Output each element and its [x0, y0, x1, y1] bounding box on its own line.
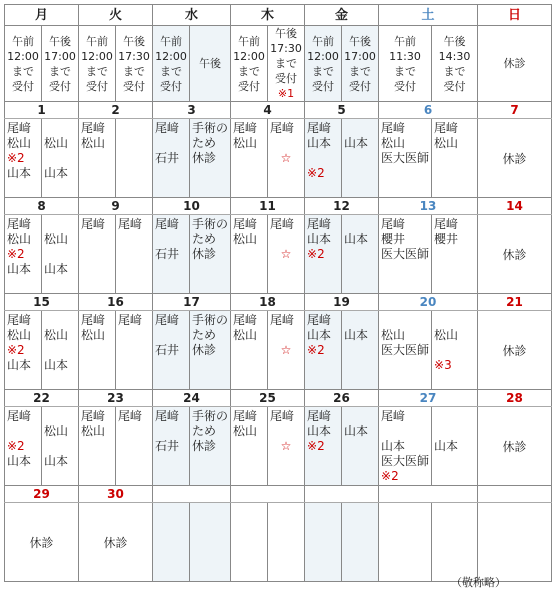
cell-line: 尾﨑	[434, 121, 459, 135]
cell-line: 17:00	[344, 49, 376, 63]
cell-line	[7, 424, 39, 439]
slot-thu-pm	[268, 311, 305, 390]
cell-line: 午後	[443, 34, 466, 48]
cell-line	[381, 424, 429, 439]
date-cell: 6	[379, 102, 478, 119]
cell-line: 尾﨑	[233, 313, 258, 327]
slot-mon-am	[5, 407, 42, 486]
cell-line: 医大医師	[381, 247, 430, 261]
cell-line: 尾﨑	[7, 121, 32, 135]
weekday-saturday: 土	[379, 5, 478, 26]
hours-wed-pm: 午後	[190, 26, 231, 102]
cell-line: まで	[12, 64, 34, 78]
cell-line: 受付	[275, 72, 298, 85]
slot-tue-pm	[116, 407, 153, 486]
cell-line: 松山	[44, 328, 69, 342]
cell-line: ※2	[307, 166, 325, 180]
slot-fri-am	[305, 215, 342, 294]
cell-line: ※2	[7, 343, 25, 357]
cell-line: 12:00	[307, 49, 339, 63]
slot-empty	[305, 503, 342, 582]
slot-mon-pm	[42, 311, 79, 390]
date-cell: 10	[153, 198, 231, 215]
date-cell: 7	[478, 102, 552, 119]
cell-line: ため	[192, 232, 217, 246]
hours-sat-am	[379, 26, 432, 102]
cell-line: 午後	[49, 34, 71, 48]
cell-line: ※2	[307, 439, 325, 453]
slot-sat-am	[379, 119, 432, 198]
slot-sun: 休診	[478, 119, 552, 198]
cell-line	[434, 343, 475, 358]
cell-line: 尾﨑	[434, 217, 459, 231]
cell-line: 12:00	[81, 49, 113, 63]
cell-line: まで	[123, 64, 145, 78]
cell-line: ☆	[280, 247, 292, 261]
weekday-thursday: 木	[231, 5, 305, 26]
cell-line: 受付	[123, 79, 145, 93]
cell-line: まで	[443, 64, 466, 78]
cell-line: まで	[394, 64, 417, 78]
date-cell: 2	[79, 102, 153, 119]
slot-thu-am	[231, 119, 268, 198]
cell-line	[270, 328, 302, 343]
slot-empty	[153, 503, 190, 582]
cell-line: 医大医師	[381, 343, 430, 357]
cell-line: 手術の	[192, 313, 229, 327]
cell-line: 山本	[307, 232, 332, 246]
slot-tue-pm	[116, 119, 153, 198]
cell-line: 11:30	[389, 49, 421, 63]
cell-line: 17:30	[118, 49, 150, 63]
slot-empty	[432, 503, 478, 582]
cell-line: 石井	[155, 343, 180, 357]
hours-thu-pm	[268, 26, 305, 102]
cell-line	[44, 409, 76, 424]
cell-line: 松山	[81, 424, 106, 438]
slot-thu-pm	[268, 407, 305, 486]
slot-fri-am	[305, 311, 342, 390]
slot-fri-pm	[342, 215, 379, 294]
slot-mon-am	[5, 215, 42, 294]
slot-sat-am	[379, 215, 432, 294]
cell-line: 松山	[381, 136, 406, 150]
date-cell: 15	[5, 294, 79, 311]
hours-mon-pm	[42, 26, 79, 102]
cell-line: 尾﨑	[381, 217, 406, 231]
cell-line: ※2	[307, 247, 325, 261]
hours-sun: 休診	[478, 26, 552, 102]
cell-line: ため	[192, 136, 217, 150]
cell-line: 松山	[81, 328, 106, 342]
hours-mon-am	[5, 26, 42, 102]
slot-sat-am	[379, 407, 432, 486]
cell-line: 櫻井	[434, 232, 459, 246]
date-cell: 19	[305, 294, 379, 311]
cell-line: 医大医師	[381, 454, 430, 468]
cell-line: 山本	[7, 454, 32, 468]
cell-line: 手術の	[192, 409, 229, 423]
slot-empty	[342, 503, 379, 582]
cell-line	[344, 121, 376, 136]
weekday-friday: 金	[305, 5, 379, 26]
cell-line: 尾﨑	[307, 409, 332, 423]
slot-sun: 休診	[478, 215, 552, 294]
cell-line: 尾﨑	[307, 121, 332, 135]
slot-wed-am	[153, 311, 190, 390]
cell-line	[44, 121, 76, 136]
cell-line: 尾﨑	[118, 217, 143, 231]
cell-line: 尾﨑	[118, 409, 143, 423]
cell-line: 尾﨑	[270, 121, 295, 135]
slot-wed-pm	[190, 311, 231, 390]
slot-thu-pm	[268, 215, 305, 294]
cell-line: 尾﨑	[7, 217, 32, 231]
cell-line: まで	[349, 64, 372, 78]
cell-line: 松山	[381, 328, 406, 342]
cell-line	[44, 217, 76, 232]
cell-line: 受付	[12, 79, 34, 93]
date-cell-empty	[305, 486, 379, 503]
cell-line: 尾﨑	[81, 313, 106, 327]
cell-line	[270, 136, 302, 151]
cell-line: ※2	[307, 343, 325, 357]
hours-tue-pm	[116, 26, 153, 102]
cell-line: 14:30	[438, 49, 471, 63]
cell-line: まで	[49, 64, 71, 78]
cell-line	[270, 424, 302, 439]
cell-line: 松山	[7, 232, 32, 246]
cell-line	[344, 313, 376, 328]
cell-line: 松山	[233, 136, 258, 150]
cell-line: 受付	[349, 79, 372, 93]
cell-line: 休診	[192, 343, 217, 357]
cell-line: 松山	[233, 232, 258, 246]
cell-line: 手術の	[192, 121, 229, 135]
cell-line: 松山	[81, 136, 106, 150]
slot-wed-pm	[190, 407, 231, 486]
slot-tue-30: 休診	[79, 503, 153, 582]
slot-wed-pm	[190, 215, 231, 294]
slot-sat-am	[379, 311, 432, 390]
cell-line: 午後	[349, 34, 372, 48]
cell-line: 尾﨑	[233, 409, 258, 423]
weekday-tuesday: 火	[79, 5, 153, 26]
footnote-honorific: （敬称略）	[451, 576, 506, 589]
slot-tue-am	[79, 407, 116, 486]
slot-empty	[379, 503, 432, 582]
date-cell: 23	[79, 390, 153, 407]
date-cell: 8	[5, 198, 79, 215]
cell-line	[307, 151, 339, 166]
cell-line: 山本	[7, 262, 32, 276]
cell-line: 休診	[192, 247, 217, 261]
date-cell-empty	[478, 486, 552, 503]
cell-line: ☆	[280, 151, 292, 165]
cell-line: ※3	[434, 358, 452, 372]
cell-line: ☆	[280, 343, 292, 357]
slot-tue-am	[79, 215, 116, 294]
cell-line	[155, 136, 187, 151]
cell-line	[434, 409, 475, 424]
cell-line: 尾﨑	[155, 313, 180, 327]
cell-line: 午後	[275, 27, 298, 40]
slot-sun: 休診	[478, 311, 552, 390]
cell-line: 櫻井	[381, 232, 406, 246]
slot-thu-am	[231, 215, 268, 294]
hours-sat-pm	[432, 26, 478, 102]
cell-line	[44, 151, 76, 166]
cell-line	[344, 217, 376, 232]
cell-line	[381, 313, 429, 328]
slot-wed-am	[153, 215, 190, 294]
cell-line: 休診	[192, 439, 217, 453]
date-cell-empty	[153, 486, 231, 503]
cell-line: 松山	[7, 136, 32, 150]
cell-line: ※2	[7, 151, 25, 165]
cell-line: 山本	[7, 166, 32, 180]
cell-line	[270, 232, 302, 247]
date-cell: 24	[153, 390, 231, 407]
slot-fri-am	[305, 119, 342, 198]
cell-line: 松山	[44, 424, 69, 438]
slot-sat-pm	[432, 407, 478, 486]
date-cell: 9	[79, 198, 153, 215]
slot-sat-pm	[432, 311, 478, 390]
slot-mon-29: 休診	[5, 503, 79, 582]
slot-empty	[268, 503, 305, 582]
cell-line: 受付	[312, 79, 335, 93]
cell-line: 尾﨑	[155, 217, 180, 231]
weekday-wednesday: 水	[153, 5, 231, 26]
date-cell: 4	[231, 102, 305, 119]
cell-line: 山本	[434, 439, 459, 453]
date-cell: 28	[478, 390, 552, 407]
date-cell: 20	[379, 294, 478, 311]
date-cell: 17	[153, 294, 231, 311]
date-cell-empty	[379, 486, 478, 503]
cell-line: まで	[238, 64, 261, 78]
cell-line: ため	[192, 328, 217, 342]
cell-line	[155, 328, 187, 343]
cell-line: ※2	[381, 469, 399, 483]
cell-line: 12:00	[155, 49, 187, 63]
cell-line: 尾﨑	[81, 217, 106, 231]
cell-line: 受付	[160, 79, 182, 93]
weekday-monday: 月	[5, 5, 79, 26]
cell-line: 尾﨑	[233, 121, 258, 135]
cell-line: まで	[312, 64, 335, 78]
cell-line: 尾﨑	[155, 409, 180, 423]
cell-line: 石井	[155, 247, 180, 261]
cell-line: 午前	[394, 34, 417, 48]
hours-wed-am	[153, 26, 190, 102]
slot-fri-am	[305, 407, 342, 486]
cell-line: ☆	[280, 439, 292, 453]
cell-line: 石井	[155, 439, 180, 453]
cell-line	[344, 409, 376, 424]
cell-line: 山本	[381, 439, 406, 453]
slot-mon-pm	[42, 215, 79, 294]
hours-fri-pm	[342, 26, 379, 102]
cell-line: まで	[160, 64, 182, 78]
slot-empty	[478, 503, 552, 582]
cell-line	[434, 313, 475, 328]
slot-mon-am	[5, 311, 42, 390]
cell-line: 石井	[155, 151, 180, 165]
cell-line: ※1	[277, 87, 295, 100]
cell-line: 尾﨑	[270, 409, 295, 423]
cell-line: 手術の	[192, 217, 229, 231]
cell-line: まで	[275, 57, 298, 70]
hours-tue-am	[79, 26, 116, 102]
cell-line: 尾﨑	[118, 313, 143, 327]
slot-thu-pm	[268, 119, 305, 198]
slot-sat-pm	[432, 215, 478, 294]
slot-mon-pm	[42, 119, 79, 198]
date-cell-empty	[231, 486, 305, 503]
cell-line: 尾﨑	[233, 217, 258, 231]
cell-line: 尾﨑	[155, 121, 180, 135]
date-cell: 30	[79, 486, 153, 503]
cell-line: 山本	[307, 136, 332, 150]
slot-empty	[231, 503, 268, 582]
cell-line: 午前	[160, 34, 182, 48]
cell-line: 山本	[44, 262, 69, 276]
slot-fri-pm	[342, 311, 379, 390]
cell-line	[44, 313, 76, 328]
weekday-sunday: 日	[478, 5, 552, 26]
slot-sun: 休診	[478, 407, 552, 486]
cell-line: 午前	[12, 34, 34, 48]
date-cell: 13	[379, 198, 478, 215]
slot-thu-am	[231, 407, 268, 486]
cell-line: 午後	[123, 34, 145, 48]
slot-fri-pm	[342, 407, 379, 486]
cell-line: 松山	[434, 136, 459, 150]
cell-line: ため	[192, 424, 217, 438]
cell-line: 尾﨑	[270, 313, 295, 327]
cell-line: 山本	[7, 358, 32, 372]
slot-mon-pm	[42, 407, 79, 486]
cell-line: 山本	[344, 232, 369, 246]
cell-line: 尾﨑	[81, 409, 106, 423]
cell-line: 松山	[44, 232, 69, 246]
date-cell: 21	[478, 294, 552, 311]
date-cell: 14	[478, 198, 552, 215]
cell-line: 午前	[86, 34, 108, 48]
date-cell: 5	[305, 102, 379, 119]
cell-line: 尾﨑	[381, 121, 406, 135]
cell-line: ※2	[7, 247, 25, 261]
cell-line: 受付	[238, 79, 261, 93]
slot-tue-am	[79, 311, 116, 390]
cell-line: 尾﨑	[7, 313, 32, 327]
cell-line: 12:00	[233, 49, 265, 63]
cell-line: 尾﨑	[7, 409, 32, 423]
cell-line	[155, 424, 187, 439]
slot-mon-am	[5, 119, 42, 198]
slot-wed-am	[153, 119, 190, 198]
cell-line: 山本	[44, 166, 69, 180]
cell-line: 尾﨑	[307, 313, 332, 327]
cell-line: 山本	[307, 328, 332, 342]
cell-line: 17:00	[44, 49, 76, 63]
date-cell: 11	[231, 198, 305, 215]
hours-fri-am	[305, 26, 342, 102]
cell-line	[44, 343, 76, 358]
cell-line	[155, 232, 187, 247]
cell-line: 尾﨑	[381, 409, 406, 423]
cell-line: 受付	[394, 79, 417, 93]
date-cell: 22	[5, 390, 79, 407]
cell-line: 午前	[238, 34, 261, 48]
cell-line: 松山	[44, 136, 69, 150]
cell-line: 山本	[44, 454, 69, 468]
cell-line: 松山	[233, 424, 258, 438]
slot-tue-pm	[116, 215, 153, 294]
cell-line: まで	[86, 64, 108, 78]
cell-line: 山本	[44, 358, 69, 372]
cell-line: 尾﨑	[270, 217, 295, 231]
slot-wed-am	[153, 407, 190, 486]
slot-sat-pm	[432, 119, 478, 198]
cell-line: 受付	[49, 79, 71, 93]
slot-empty	[190, 503, 231, 582]
cell-line: 医大医師	[381, 151, 430, 165]
hours-thu-am	[231, 26, 268, 102]
cell-line	[44, 247, 76, 262]
date-cell: 3	[153, 102, 231, 119]
cell-line: 17:30	[270, 42, 302, 55]
cell-line: 松山	[434, 328, 459, 342]
cell-line	[434, 424, 475, 439]
date-cell: 1	[5, 102, 79, 119]
slot-tue-pm	[116, 311, 153, 390]
date-cell: 12	[305, 198, 379, 215]
cell-line: 山本	[344, 424, 369, 438]
cell-line: 12:00	[7, 49, 39, 63]
cell-line: 午前	[312, 34, 335, 48]
date-cell: 16	[79, 294, 153, 311]
slot-wed-pm	[190, 119, 231, 198]
date-cell: 29	[5, 486, 79, 503]
slot-tue-am	[79, 119, 116, 198]
date-cell: 25	[231, 390, 305, 407]
cell-line	[44, 439, 76, 454]
cell-line: 山本	[344, 136, 369, 150]
cell-line: 尾﨑	[81, 121, 106, 135]
cell-line: 受付	[86, 79, 108, 93]
date-cell: 27	[379, 390, 478, 407]
cell-line: 松山	[7, 328, 32, 342]
date-cell: 26	[305, 390, 379, 407]
schedule-table	[4, 4, 552, 582]
cell-line: 松山	[233, 328, 258, 342]
cell-line: 山本	[344, 328, 369, 342]
date-cell: 18	[231, 294, 305, 311]
cell-line: 受付	[443, 79, 466, 93]
slot-thu-am	[231, 311, 268, 390]
cell-line: 山本	[307, 424, 332, 438]
cell-line: ※2	[7, 439, 25, 453]
slot-fri-pm	[342, 119, 379, 198]
cell-line: 尾﨑	[307, 217, 332, 231]
cell-line: 休診	[192, 151, 217, 165]
